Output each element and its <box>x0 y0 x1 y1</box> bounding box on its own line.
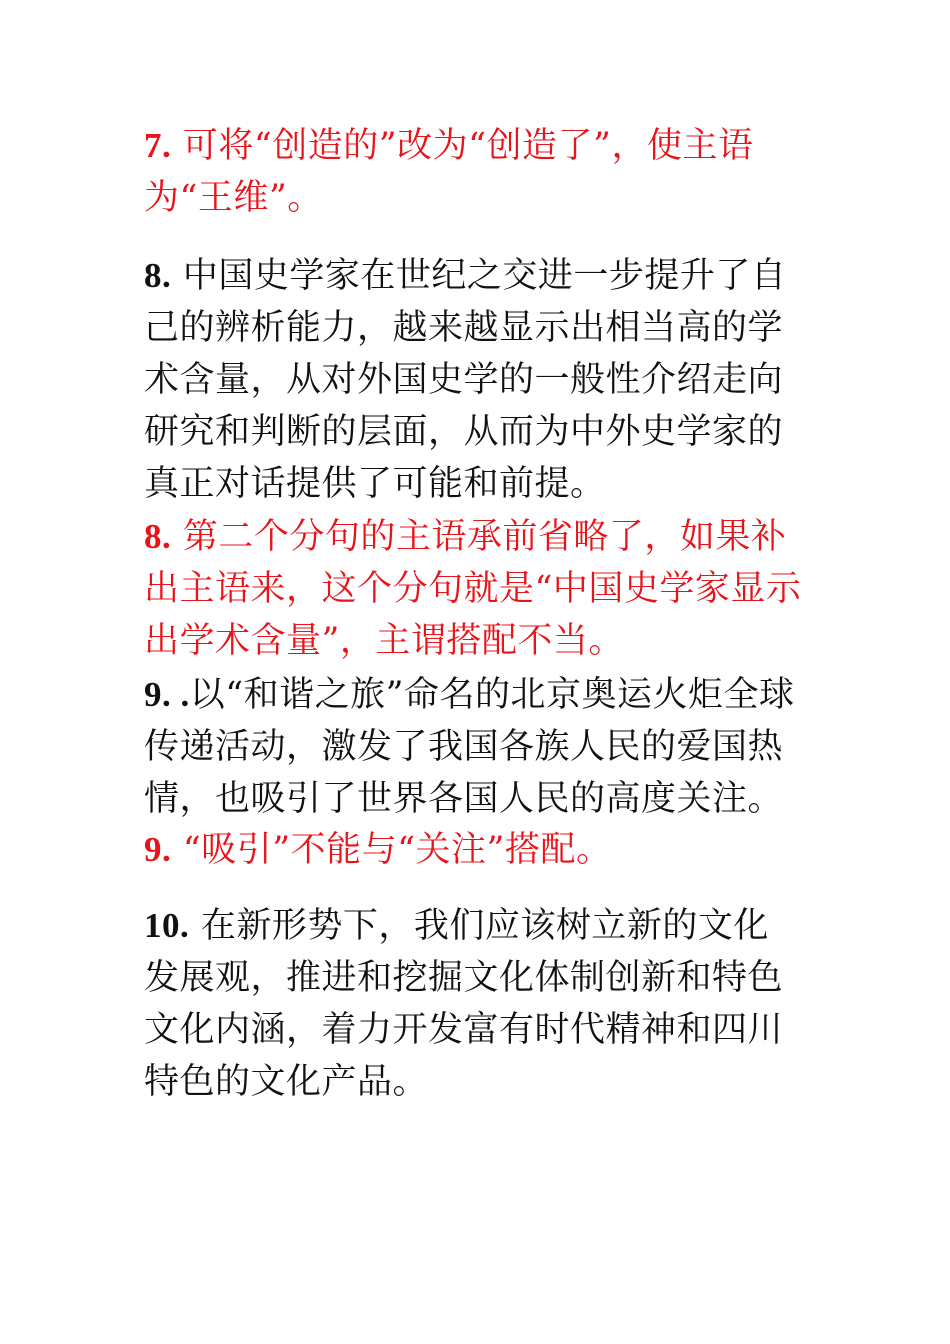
answer-7 <box>144 120 804 224</box>
item-text: 中国史学家在世纪之交进一步提升了自己的辨析能力，越来越显示出相当高的学术含量，从对外国史学的一般性介绍走向研究和判断的层面，从而为中外史学家的真正对话提供了可能和前提。 <box>144 256 787 504</box>
item-text: 在新形势下，我们应该树立新的文化发展观，推进和挖掘文化体制创新和特色文化内涵，着力开发富有时代精神和四川特色的文化产品。 <box>144 906 784 1102</box>
item-number: 8. <box>144 256 172 295</box>
item-text: “吸引”不能与“关注”搭配。 <box>171 830 612 870</box>
question-8 <box>144 250 804 510</box>
item-number: 10. <box>144 906 190 945</box>
question-10 <box>144 900 804 1108</box>
item-number: 8. <box>144 517 172 556</box>
item-number: 9. . <box>144 675 190 714</box>
item-text: 第二个分句的主语承前省略了，如果补出主语来，这个分句就是“中国史学家显示出学术含量”，主谓搭配不当。 <box>144 517 802 661</box>
question-9 <box>144 669 804 825</box>
item-number: 7. <box>144 126 172 165</box>
item-text: 可将“创造的”改为“创造了”，使主语为“王维”。 <box>144 126 754 218</box>
answer-9 <box>144 824 611 876</box>
answer-8 <box>144 511 804 667</box>
item-text: 以“和谐之旅”命名的北京奥运火炬全球传递活动，激发了我国各族人民的爱国热情，也吸引了世界各国人民的高度关注。 <box>144 675 795 819</box>
item-number: 9. <box>144 830 172 869</box>
